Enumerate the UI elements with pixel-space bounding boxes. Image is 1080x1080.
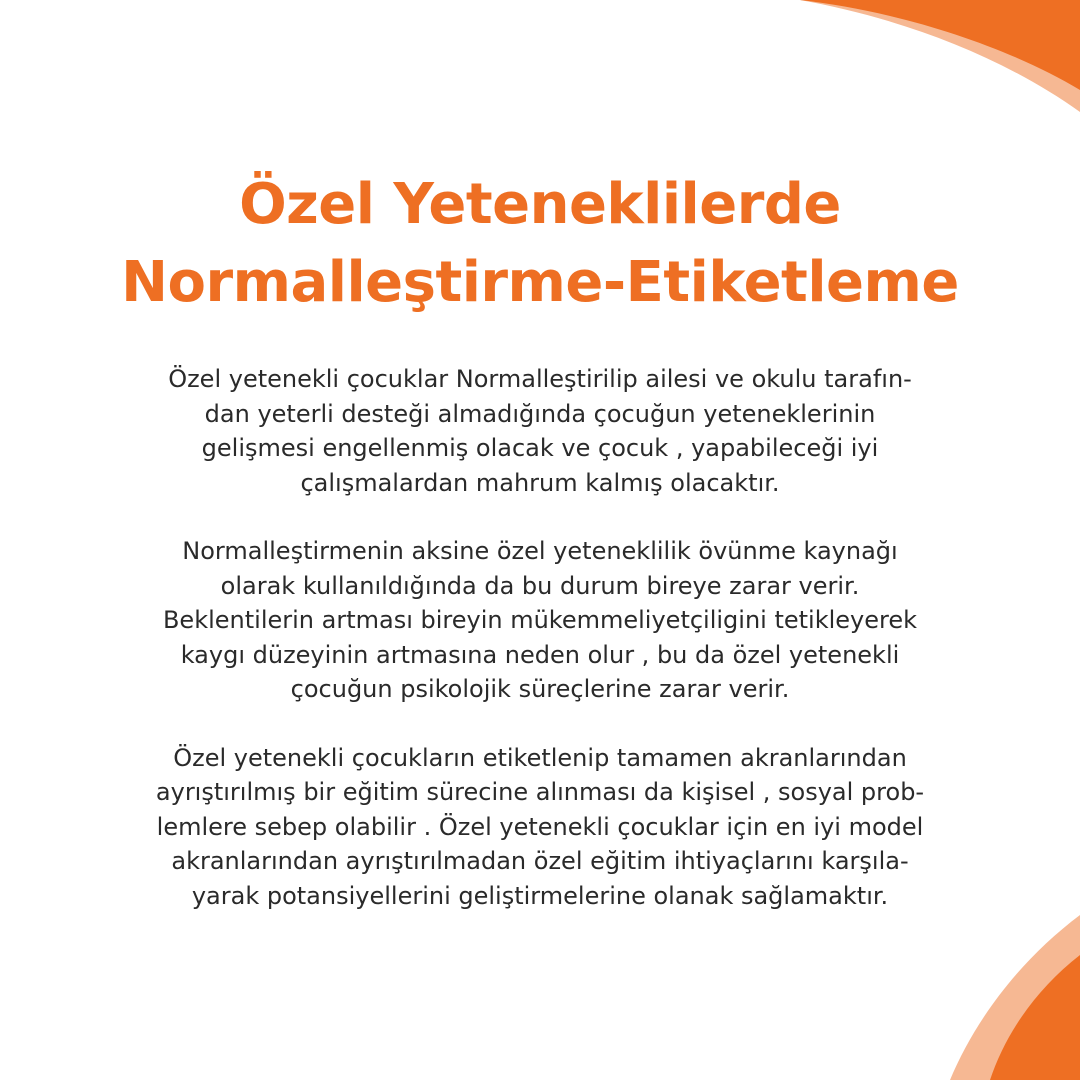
paragraph-line: kaygı düzeyinin artmasına neden olur , bu da özel yetenekli xyxy=(180,640,900,669)
title-line-2: Normalleştirme-Etiketleme xyxy=(121,249,959,315)
paragraph-line: lemlere sebep olabilir . Özel yetenekli çocuklar için en iyi model xyxy=(156,812,924,841)
paragraph-line: akranlarından ayrıştırılmadan özel eğitim ihtiyaçlarını karşıla- xyxy=(171,847,909,875)
paragraph-line: yarak potansiyellerini geliştirmelerine olanak sağlamaktır. xyxy=(191,881,889,910)
paragraph-line: ayrıştırılmış bir eğitim sürecine alınması da kişisel , sosyal prob- xyxy=(155,778,925,806)
paragraph-line: gelişmesi engellenmiş olacak ve çocuk , yapabileceği iyi xyxy=(201,434,879,462)
title-line-1: Özel Yeteneklilerde xyxy=(239,171,841,237)
paragraph-line: Özel yetenekli çocuklar Normalleştirilip ailesi ve okulu tarafın- xyxy=(168,365,912,393)
paragraph-line: çocuğun psikolojik süreçlerine zarar verir. xyxy=(290,675,790,703)
paragraph-line: Beklentilerin artması bireyin mükemmeliyetçiligini tetikleyerek xyxy=(162,606,918,634)
paragraph-line: dan yeterli desteği almadığında çocuğun yeteneklerinin xyxy=(204,399,876,428)
page-title xyxy=(0,166,1080,322)
body-text xyxy=(90,362,990,947)
paragraph-1 xyxy=(90,362,990,500)
paragraph-line: Normalleştirmenin aksine özel yeteneklilik övünme kaynağı xyxy=(182,537,898,565)
paragraph-2 xyxy=(90,534,990,707)
paragraph-3 xyxy=(90,741,990,914)
paragraph-line: Özel yetenekli çocukların etiketlenip tamamen akranlarından xyxy=(173,743,907,772)
paragraph-line: çalışmalardan mahrum kalmış olacaktır. xyxy=(300,468,780,497)
paragraph-line: olarak kullanıldığında da bu durum bireye zarar verir. xyxy=(220,571,860,600)
